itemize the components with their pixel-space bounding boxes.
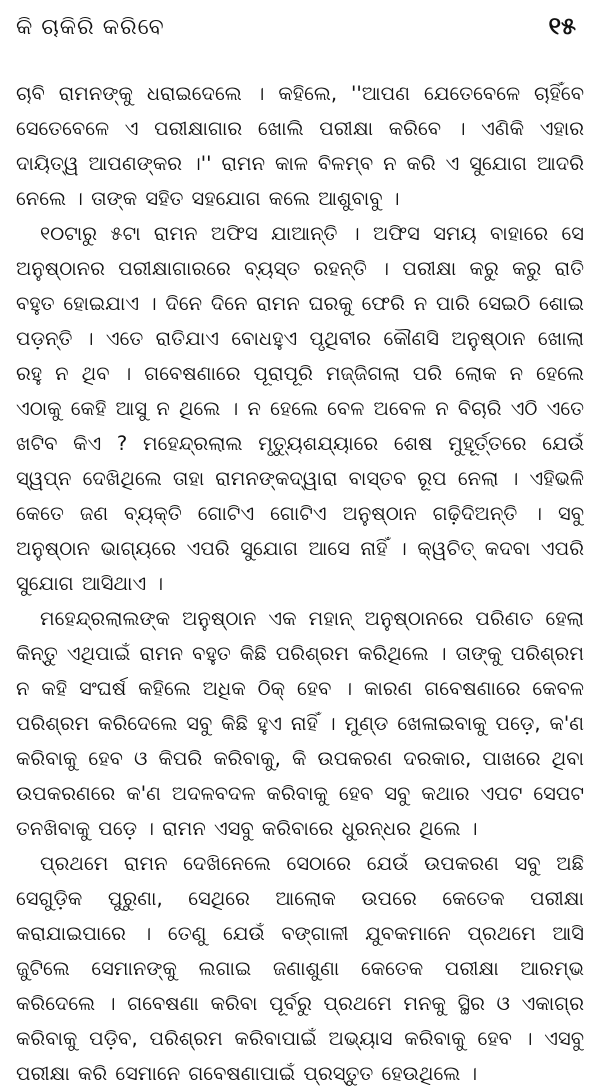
paragraph-1: ଚାବି ରାମନଙ୍କୁ ଧରାଇଦେଲେ । କହିଲେ, ''ଆପଣ ଯେତେବେଳେ ଚାହିଁବେ ସେତେବେଳେ ଏ ପରୀକ୍ଷାଗାର ଖୋଲି ପରୀକ୍ଷା କରିବେ । ଏଣିକି ଏହାର ଦାୟିତ୍ୱ ଆପଣଙ୍କର ।'' ରାମନ କାଳ ବିଳମ୍ବ ନ କରି ଏ ସୁଯୋଗ ଆଦରି ନେଲେ । ତାଙ୍କ ସହିତ ସହଯୋଗ କଲେ ଆଶୁବାବୁ । — [16, 82, 584, 210]
paragraph-3: ମହେନ୍ଦ୍ରଲାଲଙ୍କ ଅନୁଷ୍ଠାନ ଏକ ମହାନ୍ ଅନୁଷ୍ଠାନରେ ପରିଣତ ହେଲା କିନ୍ତୁ ଏଥିପାଇଁ ରାମନ ବହୁତ କିଛି ପରିଶ୍ରମ କରିଥିଲେ । ତାଙ୍କୁ ପରିଶ୍ରମ ନ କହି ସଂଘର୍ଷ କହିଲେ ଅଧିକ ଠିକ୍ ହେବ । କାରଣ ଗବେଷଣାରେ କେବଳ ପରିଶ୍ରମ କରିଦେଲେ ସବୁ କିଛି ହୁଏ ନାହିଁ । ମୁଣ୍ଡ ଖେଳାଇବାକୁ ପଡ଼େ, କ'ଣ କରିବାକୁ ହେବ ଓ କିପରି କରିବାକୁ, କି ଉପକରଣ ଦରକାର, ପାଖରେ ଥିବା ଉପକରଣରେ କ'ଣ ଅଦଳବଦଳ କରିବାକୁ ହେବ ସବୁ କଥାର ଏପଟ ସେପଟ ତନଖିବାକୁ ପଡ଼େ । ରାମନ ଏସବୁ କରିବାରେ ଧୁରନ୍ଧର ଥିଲେ । — [16, 607, 584, 840]
running-header — [16, 12, 584, 56]
body-text — [16, 76, 584, 1091]
paragraph-4: ପ୍ରଥମେ ରାମନ ଦେଖିନେଲେ ସେଠାରେ ଯେଉଁ ଉପକରଣ ସବୁ ଅଛି ସେଗୁଡ଼ିକ ପୁରୁଣା, ସେଥିରେ ଆଲୋକ ଉପରେ କେତେକ ପରୀକ୍ଷା କରାଯାଇପାରେ । ତେଣୁ ଯେଉଁ ବଙ୍ଗାଳୀ ଯୁବକମାନେ ପ୍ରଥମେ ଆସି ଜୁଟିଲେ ସେମାନଙ୍କୁ ଲଗାଇ ଜଣାଶୁଣା କେତେକ ପରୀକ୍ଷା ଆରମ୍ଭ କରିଦେଲେ । ଗବେଷଣା କରିବା ପୂର୍ବରୁ ପ୍ରଥମେ ମନକୁ ସ୍ଥିର ଓ ଏକାଗ୍ର କରିବାକୁ ପଡ଼ିବ, ପରିଶ୍ରମ କରିବାପାଇଁ ଅଭ୍ୟାସ କରିବାକୁ ହେବ । ଏସବୁ ପରୀକ୍ଷା କରି ସେମାନେ ଗବେଷଣାପାଇଁ ପ୍ରସ୍ତୁତ ହେଉଥିଲେ । — [16, 852, 584, 1085]
paragraph-2: ୧୦ଟାରୁ ୫ଟା ରାମନ ଅଫିସ ଯାଆନ୍ତି । ଅଫିସ ସମୟ ବାହାରେ ସେ ଅନୁଷ୍ଠାନର ପରୀକ୍ଷାଗାରରେ ବ୍ୟସ୍ତ ରହନ୍ତି । ପରୀକ୍ଷା କରୁ କରୁ ରାତି ବହୁତ ହୋଇଯାଏ । ଦିନେ ଦିନେ ରାମନ ଘରକୁ ଫେରି ନ ପାରି ସେଇଠି ଶୋଇ ପଡ଼ନ୍ତି । ଏତେ ରାତିଯାଏ ବୋଧହୁଏ ପୃଥିବୀର କୌଣସି ଅନୁଷ୍ଠାନ ଖୋଲା ରହୁ ନ ଥିବ । ଗବେଷଣାରେ ପୂରାପୂରି ମଜ୍ଜିଗଲା ପରି ଲୋକ ନ ହେଲେ ଏଠାକୁ କେହି ଆସୁ ନ ଥିଲେ । ନ ହେଲେ ବେଳ ଅବେଳ ନ ବିଚାରି ଏଠି ଏତେ ଖଟିବ କିଏ ? ମହେନ୍ଦ୍ରଲାଲ ମୃତ୍ୟୁଶଯ୍ୟାରେ ଶେଷ ମୁହୂର୍ତ୍ତରେ ଯେଉଁ ସ୍ୱପ୍ନ ଦେଖିଥିଲେ ତାହା ରାମନଙ୍କଦ୍ୱାରା ବାସ୍ତବ ରୂପ ନେଲା । ଏହିଭଳି କେତେ ଜଣ ବ୍ୟକ୍ତି ଗୋଟିଏ ଗୋଟିଏ ଅନୁଷ୍ଠାନ ଗଢ଼ିଦିଅନ୍ତି । ସବୁ ଅନୁଷ୍ଠାନ ଭାଗ୍ୟରେ ଏପରି ସୁଯୋଗ ଆସେ ନାହିଁ । କ୍ୱଚିତ୍ କଦବା ଏପରି ସୁଯୋଗ ଆସିଥାଏ । — [16, 222, 584, 595]
chapter-title: କି ଚାକିରି କରିବେ — [16, 15, 165, 40]
page-number: ୧୫ — [548, 12, 576, 40]
